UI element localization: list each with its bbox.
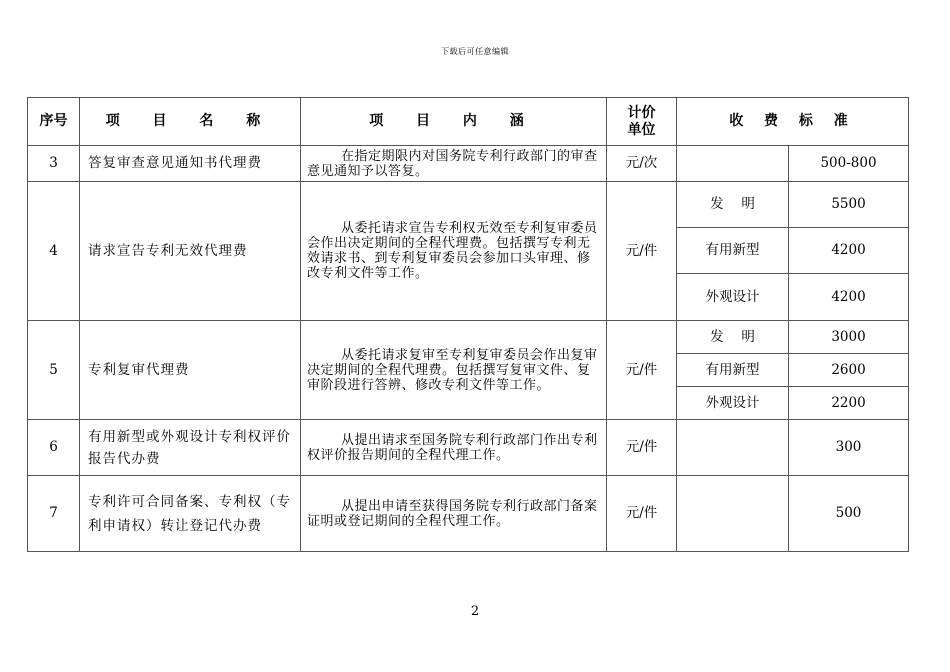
fee-type: 有用新型 <box>677 228 789 274</box>
row-name: 答复审查意见通知书代理费 <box>80 146 301 182</box>
row-seq: 5 <box>28 321 80 420</box>
header-note: 下载后可任意编辑 <box>441 47 509 56</box>
fee-type: 有用新型 <box>677 354 789 387</box>
page-number: 2 <box>470 604 480 619</box>
row-content: 从提出请求至国务院专利行政部门作出专利权评价报告期间的全程代理工作。 <box>301 420 607 476</box>
fee-value: 4200 <box>789 228 909 274</box>
row-fee: 500-800 <box>789 146 909 182</box>
header-seq: 序号 <box>28 98 80 146</box>
fee-value: 2600 <box>789 354 909 387</box>
row-seq: 7 <box>28 476 80 552</box>
row-fee-type-empty <box>677 146 789 182</box>
fee-value: 3000 <box>789 321 909 354</box>
fee-type: 外观设计 <box>677 274 789 321</box>
row-name: 专利许可合同备案、专利权（专利申请权）转让登记代办费 <box>80 476 301 552</box>
fee-value: 4200 <box>789 274 909 321</box>
row-unit: 元/件 <box>607 182 677 321</box>
row-unit: 元/次 <box>607 146 677 182</box>
header-name: 项 目 名 称 <box>80 98 301 146</box>
fee-table <box>27 97 909 552</box>
table-row <box>28 476 909 552</box>
row-seq: 6 <box>28 420 80 476</box>
fee-value: 5500 <box>789 182 909 228</box>
row-content: 在指定期限内对国务院专利行政部门的审查意见通知予以答复。 <box>301 146 607 182</box>
row-seq: 4 <box>28 182 80 321</box>
header-content: 项 目 内 涵 <box>301 98 607 146</box>
row-unit: 元/件 <box>607 321 677 420</box>
table-row <box>28 420 909 476</box>
table-row <box>28 146 909 182</box>
row-fee: 300 <box>789 420 909 476</box>
row-unit: 元/件 <box>607 420 677 476</box>
row-seq: 3 <box>28 146 80 182</box>
row-fee-type-empty <box>677 420 789 476</box>
row-content: 从委托请求宣告专利权无效至专利复审委员会作出决定期间的全程代理费。包括撰写专利无效请求书、到专利复审委员会参加口头审理、修改专利文件等工作。 <box>301 182 607 321</box>
fee-type: 发 明 <box>677 182 789 228</box>
row-unit: 元/件 <box>607 476 677 552</box>
row-name: 请求宣告专利无效代理费 <box>80 182 301 321</box>
fee-type: 发 明 <box>677 321 789 354</box>
table-header-row <box>28 98 909 146</box>
row-name: 专利复审代理费 <box>80 321 301 420</box>
header-unit: 计价 单位 <box>607 98 677 146</box>
fee-value: 2200 <box>789 387 909 420</box>
header-fee: 收 费 标 准 <box>677 98 909 146</box>
fee-type: 外观设计 <box>677 387 789 420</box>
row-fee: 500 <box>789 476 909 552</box>
row-fee-type-empty <box>677 476 789 552</box>
table-row <box>28 321 909 354</box>
row-name: 有用新型或外观设计专利权评价报告代办费 <box>80 420 301 476</box>
row-content: 从委托请求复审至专利复审委员会作出复审决定期间的全程代理费。包括撰写复审文件、复审阶段进行答辨、修改专利文件等工作。 <box>301 321 607 420</box>
row-content: 从提出申请至获得国务院专利行政部门备案证明或登记期间的全程代理工作。 <box>301 476 607 552</box>
table-row <box>28 182 909 228</box>
